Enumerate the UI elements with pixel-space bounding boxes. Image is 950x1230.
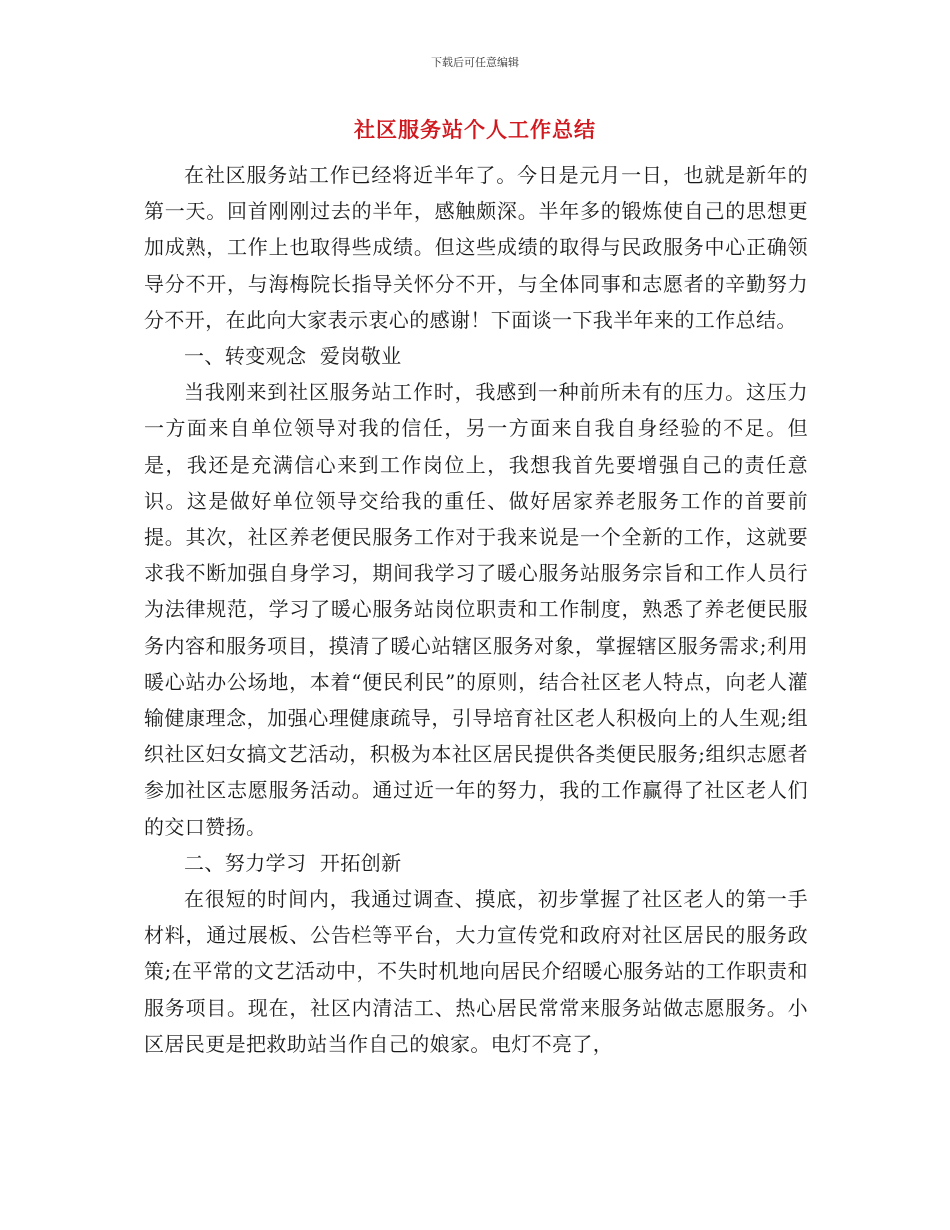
document-body [144, 157, 808, 1062]
document-title: 社区服务站个人工作总结 [354, 118, 596, 142]
section-heading-1: 一、转变观念 爱岗敬业 [184, 344, 402, 369]
header-note: 下载后可任意编辑 [431, 56, 519, 69]
paragraph-section-2: 在很短的时间内，我通过调查、摸底，初步掌握了社区老人的第一手材料，通过展板、公告栏等平台，大力宣传党和政府对社区居民的服务政策;在平常的文艺活动中，不失时机地向居民介绍暖心服务站的工作职责和服务项目。现在，社区内清洁工、热心居民常常来服务站做志愿服务。小区居民更是把救助站当作自己的娘家。电灯不亮了， [144, 887, 808, 1056]
paragraph-intro: 在社区服务站工作已经将近半年了。今日是元月一日，也就是新年的第一天。回首刚刚过去的半年，感触颇深。半年多的锻炼使自己的思想更加成熟，工作上也取得些成绩。但这些成绩的取得与民政服务中心正确领导分不开，与海梅院长指导关怀分不开，与全体同事和志愿者的辛勤努力分不开，在此向大家表示衷心的感谢！下面谈一下我半年来的工作总结。 [144, 163, 808, 332]
paragraph-section-1: 当我刚来到社区服务站工作时，我感到一种前所未有的压力。这压力一方面来自单位领导对我的信任，另一方面来自我自身经验的不足。但是，我还是充满信心来到工作岗位上，我想我首先要增强自己的责任意识。这是做好单位领导交给我的重任、做好居家养老服务工作的首要前提。其次，社区养老便民服务工作对于我来说是一个全新的工作，这就要求我不断加强自身学习，期间我学习了暖心服务站服务宗旨和工作人员行为法律规范，学习了暖心服务站岗位职责和工作制度，熟悉了养老便民服务内容和服务项目，摸清了暖心站辖区服务对象，掌握辖区服务需求;利用暖心站办公场地，本着“便民利民”的原则，结合社区老人特点，向老人灌输健康理念，加强心理健康疏导，引导培育社区老人积极向上的人生观;组织社区妇女搞文艺活动，积极为本社区居民提供各类便民服务;组织志愿者参加社区志愿服务活动。通过近一年的努力，我的工作赢得了社区老人们的交口赞扬。 [144, 380, 808, 839]
section-heading-2: 二、努力学习 开拓创新 [184, 850, 402, 875]
